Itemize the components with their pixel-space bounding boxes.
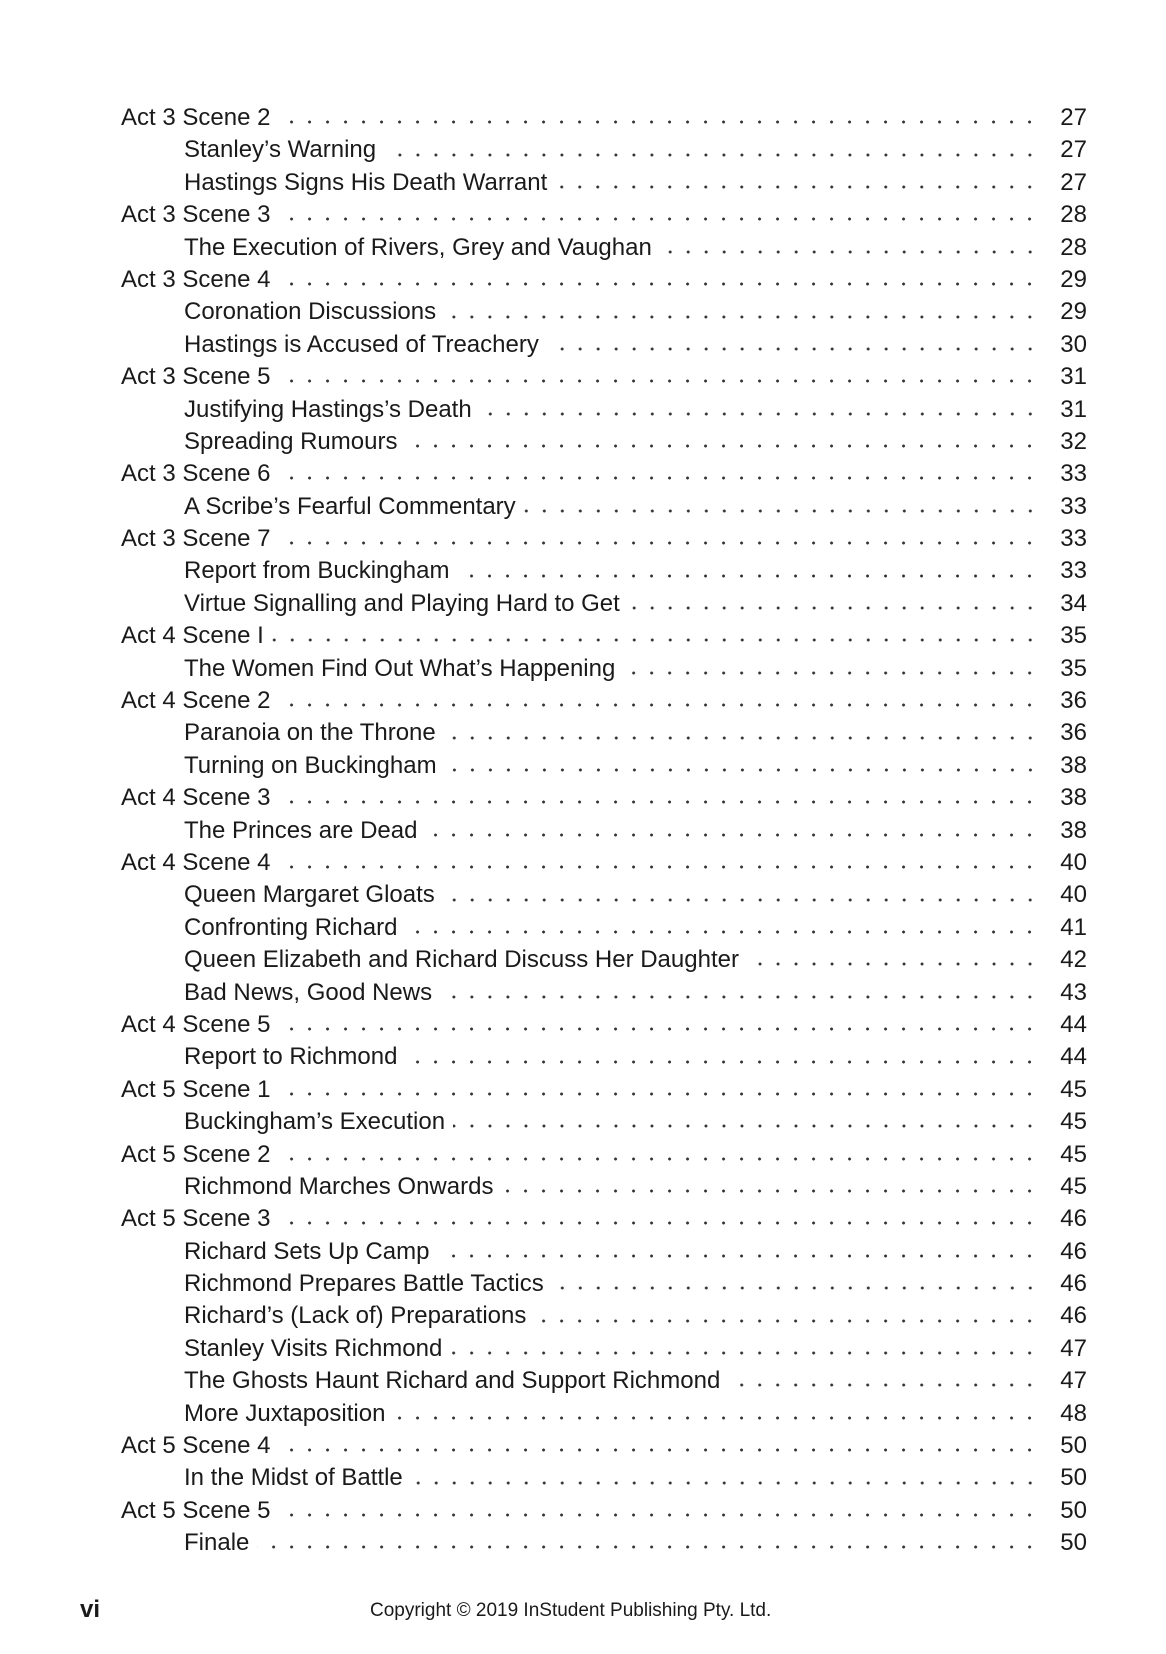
toc-entry-label: Act 5 Scene 4 — [121, 1432, 271, 1460]
toc-entry-label: Act 5 Scene 1 — [121, 1075, 271, 1103]
toc-section-entry — [121, 232, 1087, 264]
toc-entry-page: 46 — [1060, 1205, 1087, 1233]
toc-section-entry — [121, 1236, 1087, 1268]
toc-entry-page: 35 — [1060, 622, 1087, 650]
dot-leader — [660, 250, 1039, 254]
dot-leader — [278, 1513, 1039, 1517]
toc-entry-page: 45 — [1060, 1140, 1087, 1168]
toc-entry-label: The Ghosts Haunt Richard and Support Richmond — [184, 1367, 721, 1395]
dot-leader — [555, 185, 1039, 189]
toc-scene-entry — [121, 1203, 1087, 1235]
dot-leader — [534, 1319, 1039, 1323]
table-of-contents — [121, 102, 1087, 1560]
toc-section-entry — [121, 1462, 1087, 1494]
toc-entry-page: 40 — [1060, 881, 1087, 909]
toc-section-entry — [121, 167, 1087, 199]
toc-section-entry — [121, 329, 1087, 361]
toc-entry-page: 35 — [1060, 654, 1087, 682]
toc-section-entry — [121, 588, 1087, 620]
toc-entry-page: 33 — [1060, 525, 1087, 553]
dot-leader — [278, 1027, 1039, 1031]
dot-leader — [437, 1254, 1039, 1258]
dot-leader — [278, 865, 1039, 869]
toc-section-entry — [121, 1300, 1087, 1332]
toc-entry-label: Stanley Visits Richmond — [184, 1334, 443, 1362]
toc-entry-page: 36 — [1060, 719, 1087, 747]
toc-entry-label: Act 5 Scene 5 — [121, 1496, 271, 1524]
toc-entry-page: 44 — [1060, 1010, 1087, 1038]
dot-leader — [444, 315, 1039, 319]
toc-scene-entry — [121, 847, 1087, 879]
toc-scene-entry — [121, 458, 1087, 490]
toc-scene-entry — [121, 685, 1087, 717]
toc-entry-page: 33 — [1060, 557, 1087, 585]
toc-section-entry — [121, 977, 1087, 1009]
toc-entry-label: Act 3 Scene 7 — [121, 525, 271, 553]
toc-scene-entry — [121, 620, 1087, 652]
toc-entry-label: The Princes are Dead — [184, 816, 418, 844]
toc-entry-page: 29 — [1060, 265, 1087, 293]
toc-entry-page: 47 — [1060, 1367, 1087, 1395]
toc-scene-entry — [121, 1495, 1087, 1527]
toc-entry-label: Paranoia on the Throne — [184, 719, 436, 747]
dot-leader — [272, 638, 1039, 642]
toc-entry-page: 28 — [1060, 201, 1087, 229]
toc-section-entry — [121, 879, 1087, 911]
toc-entry-label: Act 4 Scene 3 — [121, 784, 271, 812]
toc-scene-entry — [121, 361, 1087, 393]
toc-entry-label: Queen Margaret Gloats — [184, 881, 435, 909]
toc-entry-page: 40 — [1060, 848, 1087, 876]
toc-entry-label: Act 4 Scene 5 — [121, 1010, 271, 1038]
toc-entry-label: Act 5 Scene 3 — [121, 1205, 271, 1233]
dot-leader — [445, 768, 1039, 772]
toc-entry-page: 29 — [1060, 298, 1087, 326]
dot-leader — [405, 930, 1039, 934]
toc-entry-label: Confronting Richard — [184, 913, 398, 941]
toc-entry-label: More Juxtaposition — [184, 1399, 386, 1427]
toc-scene-entry — [121, 102, 1087, 134]
toc-entry-page: 34 — [1060, 589, 1087, 617]
toc-entry-label: In the Midst of Battle — [184, 1464, 403, 1492]
dot-leader — [552, 1286, 1039, 1290]
toc-section-entry — [121, 653, 1087, 685]
toc-section-entry — [121, 426, 1087, 458]
toc-entry-label: Stanley’s Warning — [184, 136, 377, 164]
toc-entry-page: 48 — [1060, 1399, 1087, 1427]
dot-leader — [278, 379, 1039, 383]
dot-leader — [440, 995, 1039, 999]
toc-entry-label: Act 4 Scene I — [121, 622, 264, 650]
toc-section-entry — [121, 1527, 1087, 1559]
toc-entry-label: Act 3 Scene 3 — [121, 201, 271, 229]
dot-leader — [384, 153, 1039, 157]
toc-entry-page: 33 — [1060, 460, 1087, 488]
dot-leader — [278, 1221, 1039, 1225]
toc-section-entry — [121, 1365, 1087, 1397]
toc-entry-page: 47 — [1060, 1334, 1087, 1362]
toc-entry-label: Turning on Buckingham — [184, 751, 437, 779]
dot-leader — [393, 1416, 1039, 1420]
page-number: vi — [80, 1596, 101, 1623]
toc-entry-page: 30 — [1060, 330, 1087, 358]
toc-section-entry — [121, 912, 1087, 944]
toc-entry-label: Act 3 Scene 2 — [121, 104, 271, 131]
toc-section-entry — [121, 555, 1087, 587]
copyright-notice: Copyright © 2019 InStudent Publishing Pty. Ltd. — [370, 1600, 772, 1621]
toc-scene-entry — [121, 1074, 1087, 1106]
toc-entry-page: 27 — [1060, 136, 1087, 164]
toc-entry-page: 45 — [1060, 1075, 1087, 1103]
dot-leader — [728, 1383, 1039, 1387]
toc-entry-page: 44 — [1060, 1043, 1087, 1071]
toc-entry-page: 46 — [1060, 1302, 1087, 1330]
dot-leader — [278, 541, 1039, 545]
toc-entry-label: Bad News, Good News — [184, 978, 433, 1006]
toc-entry-page: 41 — [1060, 913, 1087, 941]
toc-entry-label: Richmond Prepares Battle Tactics — [184, 1270, 544, 1298]
dot-leader — [278, 120, 1039, 124]
toc-entry-label: Act 4 Scene 2 — [121, 687, 271, 715]
toc-entry-page: 45 — [1060, 1108, 1087, 1136]
toc-scene-entry — [121, 1009, 1087, 1041]
toc-entry-page: 50 — [1060, 1464, 1087, 1492]
toc-entry-page: 38 — [1060, 816, 1087, 844]
toc-entry-page: 46 — [1060, 1237, 1087, 1265]
toc-entry-page: 36 — [1060, 687, 1087, 715]
toc-entry-label: Spreading Rumours — [184, 427, 398, 455]
dot-leader — [278, 217, 1039, 221]
toc-scene-entry — [121, 264, 1087, 296]
dot-leader — [278, 703, 1039, 707]
toc-section-entry — [121, 815, 1087, 847]
toc-entry-label: Act 5 Scene 2 — [121, 1140, 271, 1168]
toc-entry-label: Buckingham’s Execution — [184, 1108, 446, 1136]
toc-entry-label: Act 3 Scene 4 — [121, 265, 271, 293]
toc-section-entry — [121, 296, 1087, 328]
dot-leader — [444, 736, 1039, 740]
toc-section-entry — [121, 1333, 1087, 1365]
toc-entry-label: Act 3 Scene 5 — [121, 363, 271, 391]
toc-section-entry — [121, 1041, 1087, 1073]
toc-section-entry — [121, 944, 1087, 976]
toc-entry-label: Report to Richmond — [184, 1043, 398, 1071]
toc-entry-page: 33 — [1060, 492, 1087, 520]
dot-leader — [443, 898, 1039, 902]
toc-entry-page: 38 — [1060, 784, 1087, 812]
dot-leader — [623, 671, 1039, 675]
dot-leader — [278, 1092, 1039, 1096]
dot-leader — [480, 412, 1039, 416]
toc-scene-entry — [121, 782, 1087, 814]
toc-entry-page: 45 — [1060, 1172, 1087, 1200]
toc-section-entry — [121, 491, 1087, 523]
toc-entry-label: Queen Elizabeth and Richard Discuss Her Daughter — [184, 946, 739, 974]
toc-entry-page: 27 — [1060, 104, 1087, 131]
toc-entry-page: 38 — [1060, 751, 1087, 779]
dot-leader — [524, 509, 1039, 513]
toc-scene-entry — [121, 1139, 1087, 1171]
toc-scene-entry — [121, 523, 1087, 555]
dot-leader — [405, 444, 1039, 448]
toc-entry-label: A Scribe’s Fearful Commentary — [184, 492, 516, 520]
toc-entry-label: Act 3 Scene 6 — [121, 460, 271, 488]
toc-entry-page: 32 — [1060, 427, 1087, 455]
dot-leader — [257, 1545, 1039, 1549]
dot-leader — [278, 1157, 1039, 1161]
toc-entry-label: Justifying Hastings’s Death — [184, 395, 472, 423]
dot-leader — [747, 962, 1039, 966]
dot-leader — [278, 476, 1039, 480]
toc-entry-page: 42 — [1060, 946, 1087, 974]
toc-section-entry — [121, 394, 1087, 426]
dot-leader — [457, 574, 1039, 578]
toc-entry-label: Virtue Signalling and Playing Hard to Get — [184, 589, 620, 617]
dot-leader — [450, 1351, 1039, 1355]
dot-leader — [278, 800, 1039, 804]
toc-entry-label: Finale — [184, 1529, 250, 1557]
toc-entry-page: 50 — [1060, 1496, 1087, 1524]
toc-entry-label: Hastings Signs His Death Warrant — [184, 168, 548, 196]
toc-entry-page: 31 — [1060, 363, 1087, 391]
toc-section-entry — [121, 1106, 1087, 1138]
toc-entry-page: 28 — [1060, 233, 1087, 261]
toc-section-entry — [121, 1398, 1087, 1430]
toc-entry-label: Report from Buckingham — [184, 557, 450, 585]
toc-section-entry — [121, 750, 1087, 782]
dot-leader — [411, 1481, 1039, 1485]
toc-entry-label: Richmond Marches Onwards — [184, 1172, 494, 1200]
toc-entry-label: The Women Find Out What’s Happening — [184, 654, 616, 682]
toc-entry-label: Richard’s (Lack of) Preparations — [184, 1302, 527, 1330]
toc-section-entry — [121, 134, 1087, 166]
toc-entry-label: Richard Sets Up Camp — [184, 1237, 430, 1265]
dot-leader — [278, 282, 1039, 286]
toc-entry-label: The Execution of Rivers, Grey and Vaughan — [184, 233, 652, 261]
dot-leader — [628, 606, 1039, 610]
dot-leader — [453, 1124, 1039, 1128]
dot-leader — [425, 833, 1039, 837]
toc-section-entry — [121, 1171, 1087, 1203]
toc-entry-page: 50 — [1060, 1432, 1087, 1460]
toc-scene-entry — [121, 1430, 1087, 1462]
page-footer — [80, 1596, 1086, 1626]
dot-leader — [501, 1189, 1039, 1193]
toc-entry-page: 50 — [1060, 1529, 1087, 1557]
toc-entry-label: Coronation Discussions — [184, 298, 437, 326]
toc-entry-page: 46 — [1060, 1270, 1087, 1298]
dot-leader — [278, 1448, 1039, 1452]
toc-scene-entry — [121, 199, 1087, 231]
toc-section-entry — [121, 717, 1087, 749]
toc-entry-label: Act 4 Scene 4 — [121, 848, 271, 876]
toc-entry-page: 43 — [1060, 978, 1087, 1006]
toc-entry-label: Hastings is Accused of Treachery — [184, 330, 539, 358]
toc-section-entry — [121, 1268, 1087, 1300]
toc-entry-page: 31 — [1060, 395, 1087, 423]
dot-leader — [547, 347, 1039, 351]
toc-entry-page: 27 — [1060, 168, 1087, 196]
dot-leader — [405, 1060, 1039, 1064]
